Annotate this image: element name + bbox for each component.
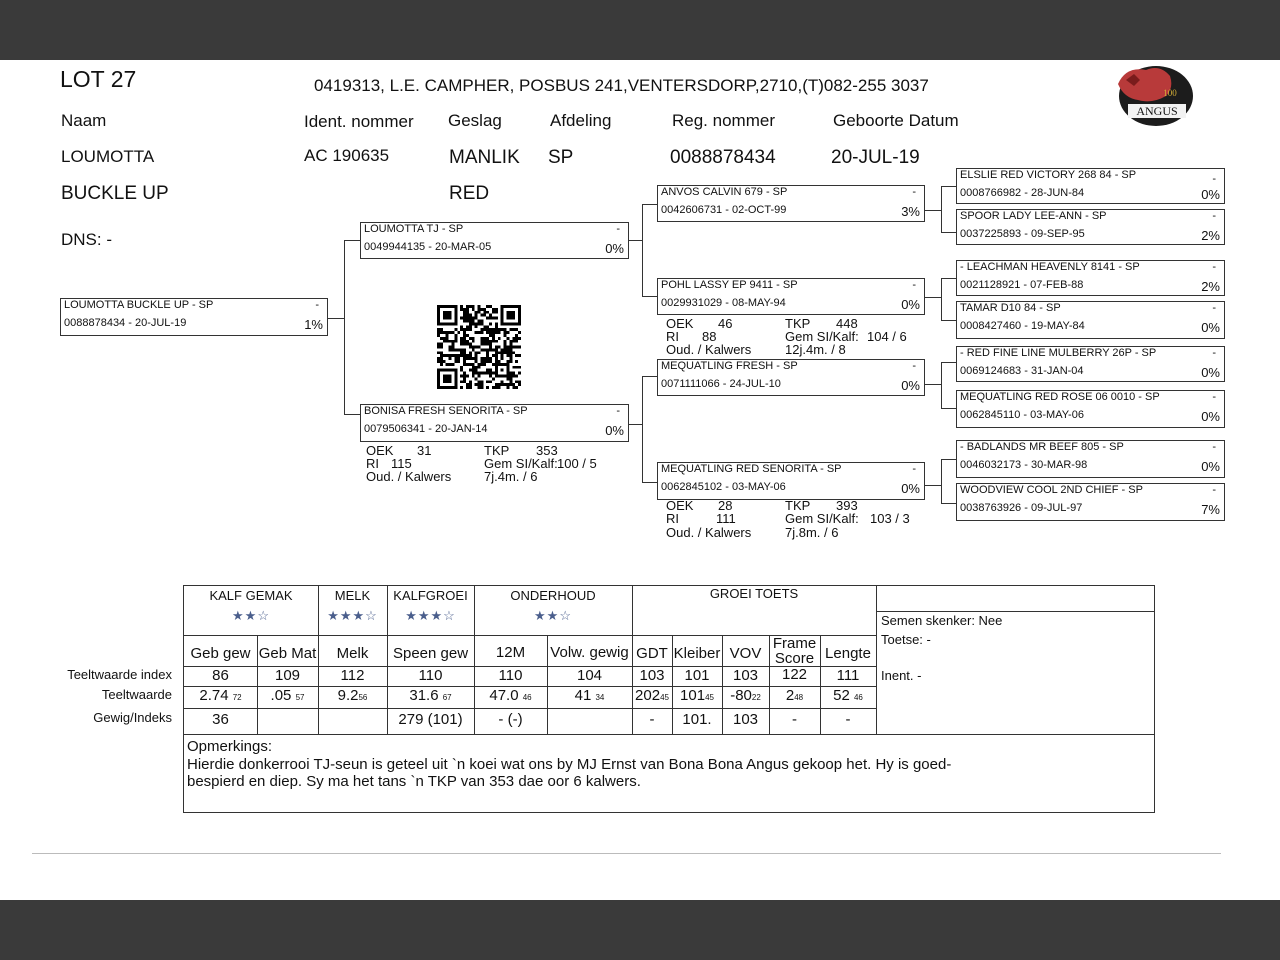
index-cell: 110 bbox=[418, 667, 443, 684]
connector bbox=[941, 278, 956, 279]
dash: - bbox=[1212, 210, 1216, 222]
pedigree-dam-sire bbox=[657, 359, 925, 396]
connector bbox=[328, 318, 344, 319]
animal-name: BONISA FRESH SENORITA - SP bbox=[364, 405, 528, 417]
dash: - bbox=[912, 463, 916, 475]
animal-pct: 3% bbox=[901, 204, 920, 219]
connector bbox=[941, 232, 956, 233]
stat-value: 115 bbox=[391, 456, 412, 471]
tw-cell: 31.6 67 bbox=[409, 687, 452, 704]
dns-value: DNS: - bbox=[61, 230, 112, 249]
connector bbox=[344, 240, 360, 241]
connector bbox=[642, 482, 657, 483]
stat-value: 111 bbox=[716, 511, 736, 526]
stat-label: Gem SI/Kalf: bbox=[484, 456, 558, 471]
label-geboorte: Geboorte Datum bbox=[833, 111, 959, 130]
pedigree-dss bbox=[956, 346, 1225, 382]
kleur-value: RED bbox=[449, 183, 490, 204]
index-cell: 104 bbox=[576, 667, 603, 684]
stat-label: TKP bbox=[484, 443, 510, 458]
pedigree-dds bbox=[956, 440, 1225, 478]
pedigree-sds bbox=[956, 260, 1225, 296]
animal-name: WOODVIEW COOL 2ND CHIEF - SP bbox=[960, 484, 1143, 496]
svg-text:100: 100 bbox=[1163, 88, 1177, 98]
group-groei-toets: GROEI TOETS bbox=[709, 586, 799, 601]
gewig-cell: 103 bbox=[732, 711, 759, 728]
group-kalfgroei: KALFGROEI bbox=[393, 588, 468, 603]
stat-value: 28 bbox=[718, 498, 733, 513]
connector bbox=[344, 414, 360, 415]
animal-name: LOUMOTTA BUCKLE UP - SP bbox=[64, 299, 214, 311]
connector bbox=[642, 376, 657, 377]
connector bbox=[941, 459, 956, 460]
rating-stars: ★★☆ bbox=[534, 608, 572, 623]
stat-label: Oud. / Kalwers bbox=[666, 525, 752, 540]
col-melk: Melk bbox=[336, 645, 369, 662]
pedigree-ddd bbox=[956, 483, 1225, 521]
geslag-value: MANLIK bbox=[449, 147, 520, 168]
naam-line-1: LOUMOTTA bbox=[61, 147, 155, 166]
animal-reg: 0049944135 - 20-MAR-05 bbox=[364, 241, 492, 253]
gewig-cell: - (-) bbox=[498, 711, 523, 728]
animal-name: - RED FINE LINE MULBERRY 26P - SP bbox=[960, 347, 1157, 359]
dash: - bbox=[616, 405, 620, 417]
inent: Inent. - bbox=[881, 668, 922, 683]
tw-cell: 47.0 46 bbox=[489, 687, 532, 704]
stat-value: 7j.8m. / 6 bbox=[785, 525, 839, 540]
stat-label: Oud. / Kalwers bbox=[366, 469, 452, 484]
connector bbox=[941, 362, 956, 363]
dash: - bbox=[1212, 484, 1216, 496]
dash: - bbox=[1212, 302, 1216, 314]
col-vov: VOV bbox=[729, 645, 762, 662]
connector bbox=[941, 320, 956, 321]
group-kalf-gemak: KALF GEMAK bbox=[209, 588, 293, 603]
connector bbox=[642, 204, 643, 296]
animal-reg: 0042606731 - 02-OCT-99 bbox=[661, 204, 787, 216]
col-kleiber: Kleiber bbox=[673, 645, 721, 662]
animal-name: - LEACHMAN HEAVENLY 8141 - SP bbox=[960, 261, 1140, 273]
connector bbox=[941, 503, 956, 504]
performance-table bbox=[183, 585, 1155, 813]
stat-value: 12j.4m. / 8 bbox=[785, 342, 846, 357]
connector bbox=[941, 408, 956, 409]
animal-reg: 0037225893 - 09-SEP-95 bbox=[960, 228, 1085, 240]
ident-value: AC 190635 bbox=[304, 146, 390, 165]
dash: - bbox=[1212, 173, 1216, 185]
pedigree-sdd bbox=[956, 301, 1225, 339]
gewig-cell: - bbox=[792, 711, 797, 728]
dash: - bbox=[1212, 347, 1216, 359]
animal-name: TAMAR D10 84 - SP bbox=[960, 302, 1061, 314]
stat-value: 353 bbox=[536, 443, 558, 458]
stat-label: RI bbox=[666, 329, 679, 344]
col-speen-gew: Speen gew bbox=[392, 645, 469, 662]
toetse: Toetse: - bbox=[881, 632, 931, 647]
connector bbox=[344, 240, 345, 414]
animal-reg: 0029931029 - 08-MAY-94 bbox=[661, 297, 786, 309]
index-cell: 112 bbox=[340, 667, 365, 684]
gewig-cell: 36 bbox=[212, 711, 229, 728]
col-gdt: GDT bbox=[636, 645, 668, 662]
animal-reg: 0062845110 - 03-MAY-06 bbox=[960, 409, 1084, 421]
animal-name: MEQUATLING RED SENORITA - SP bbox=[661, 463, 842, 475]
reg-value: 0088878434 bbox=[670, 147, 776, 168]
pedigree-sire-sire bbox=[657, 185, 925, 222]
pedigree-sss bbox=[956, 168, 1225, 204]
geboorte-value: 20-JUL-19 bbox=[831, 147, 920, 168]
connector bbox=[941, 186, 942, 232]
pedigree-sire bbox=[360, 222, 629, 259]
animal-pct: 0% bbox=[1201, 320, 1220, 335]
connector bbox=[642, 376, 643, 482]
animal-pct: 0% bbox=[605, 423, 624, 438]
tw-cell: -8022 bbox=[730, 687, 761, 704]
index-cell: 103 bbox=[639, 667, 665, 684]
col-volw-gewig: Volw. gewig bbox=[550, 644, 629, 661]
connector bbox=[941, 278, 942, 320]
col-12m: 12M bbox=[495, 644, 526, 661]
footer-divider bbox=[32, 853, 1221, 854]
tw-cell: 10145 bbox=[680, 687, 714, 704]
stat-label: TKP bbox=[785, 498, 811, 513]
tw-cell: 9.256 bbox=[337, 687, 368, 704]
dash: - bbox=[1212, 441, 1216, 453]
label-ident: Ident. nommer bbox=[304, 112, 414, 131]
animal-pct: 0% bbox=[901, 297, 920, 312]
gewig-cell: 279 (101) bbox=[398, 711, 463, 728]
index-cell: 122 bbox=[781, 666, 808, 683]
animal-name: MEQUATLING FRESH - SP bbox=[661, 360, 798, 372]
connector bbox=[925, 297, 941, 298]
animal-reg: 0021128921 - 07-FEB-88 bbox=[960, 279, 1084, 291]
gewig-cell: - bbox=[649, 711, 655, 728]
svg-text:ANGUS: ANGUS bbox=[1136, 104, 1178, 118]
lot-title: LOT 27 bbox=[60, 66, 137, 92]
owner-line: 0419313, L.E. CAMPHER, POSBUS 241,VENTERSDORP,2710,(T)082-255 3037 bbox=[314, 76, 929, 95]
stat-label: OEK bbox=[666, 316, 694, 331]
angus-logo bbox=[1112, 60, 1196, 128]
connector bbox=[925, 210, 941, 211]
animal-name: SPOOR LADY LEE-ANN - SP bbox=[960, 210, 1107, 222]
index-cell: 103 bbox=[732, 667, 759, 684]
stat-label: RI bbox=[666, 511, 679, 526]
col-frame: Frame bbox=[772, 635, 817, 652]
connector bbox=[941, 459, 942, 503]
bottom-bar bbox=[0, 900, 1280, 960]
label-geslag: Geslag bbox=[448, 111, 502, 130]
tw-cell: 41 34 bbox=[574, 687, 605, 704]
col-geb-gew: Geb gew bbox=[190, 645, 251, 662]
animal-pct: 2% bbox=[1201, 279, 1220, 294]
row-label-teeltwaarde: Teeltwaarde bbox=[101, 687, 172, 702]
connector bbox=[925, 384, 941, 385]
animal-reg: 0069124683 - 31-JAN-04 bbox=[960, 365, 1084, 377]
connector bbox=[642, 296, 657, 297]
col-lengte: Lengte bbox=[825, 645, 871, 662]
animal-pct: 7% bbox=[1201, 502, 1220, 517]
naam-line-2: BUCKLE UP bbox=[61, 183, 169, 204]
connector bbox=[629, 424, 642, 425]
animal-pct: 0% bbox=[1201, 459, 1220, 474]
tw-cell: 2.74 72 bbox=[199, 687, 242, 704]
pedigree-sire-dam bbox=[657, 278, 925, 315]
label-naam: Naam bbox=[61, 111, 107, 130]
dash: - bbox=[912, 186, 916, 198]
animal-name: - BADLANDS MR BEEF 805 - SP bbox=[960, 441, 1124, 453]
tw-cell: 52 46 bbox=[833, 687, 863, 704]
top-bar bbox=[0, 0, 1280, 60]
label-reg: Reg. nommer bbox=[672, 111, 775, 130]
animal-name: LOUMOTTA TJ - SP bbox=[364, 223, 464, 235]
animal-reg: 0071111066 - 24-JUL-10 bbox=[661, 378, 781, 390]
dash: - bbox=[912, 279, 916, 291]
stat-value: 46 bbox=[718, 316, 733, 331]
animal-name: ELSLIE RED VICTORY 268 84 - SP bbox=[960, 169, 1137, 181]
animal-reg: 0038763926 - 09-JUL-97 bbox=[960, 502, 1083, 514]
animal-name: ANVOS CALVIN 679 - SP bbox=[661, 186, 788, 198]
animal-pct: 0% bbox=[901, 481, 920, 496]
stat-label: OEK bbox=[366, 443, 394, 458]
animal-reg: 0088878434 - 20-JUL-19 bbox=[64, 317, 187, 329]
stat-label: RI bbox=[366, 456, 379, 471]
row-label-gewig: Gewig/Indeks bbox=[93, 710, 172, 725]
stat-label: Gem SI/Kalf: bbox=[785, 511, 859, 526]
animal-pct: 0% bbox=[1201, 409, 1220, 424]
tw-cell: 20245 bbox=[635, 687, 669, 704]
rating-stars: ★★★☆ bbox=[405, 608, 456, 623]
animal-reg: 0062845102 - 03-MAY-06 bbox=[661, 481, 786, 493]
stat-value: 448 bbox=[836, 316, 858, 331]
remarks-label: Opmerkings: bbox=[187, 738, 273, 755]
dash: - bbox=[1212, 261, 1216, 273]
animal-reg: 0079506341 - 20-JAN-14 bbox=[364, 423, 488, 435]
animal-name: POHL LASSY EP 9411 - SP bbox=[661, 279, 798, 291]
pedigree-dam-dam bbox=[657, 462, 925, 500]
index-cell: 109 bbox=[274, 667, 301, 684]
animal-pct: 0% bbox=[605, 241, 624, 256]
rating-stars: ★★☆ bbox=[232, 608, 270, 623]
semen-donor: Semen skenker: Nee bbox=[881, 613, 1003, 628]
animal-name: MEQUATLING RED ROSE 06 0010 - SP bbox=[960, 391, 1160, 403]
stat-label: TKP bbox=[785, 316, 811, 331]
gewig-cell: 101. bbox=[682, 711, 712, 728]
dash: - bbox=[912, 360, 916, 372]
col-geb-mat: Geb Mat bbox=[258, 645, 317, 662]
dash: - bbox=[616, 223, 620, 235]
group-onderhoud: ONDERHOUD bbox=[510, 588, 596, 603]
rating-stars: ★★★☆ bbox=[327, 608, 378, 623]
row-label-index: Teeltwaarde index bbox=[67, 667, 172, 682]
pedigree-dsd bbox=[956, 390, 1225, 428]
index-cell: 101 bbox=[684, 667, 710, 684]
animal-reg: 0008427460 - 19-MAY-84 bbox=[960, 320, 1085, 332]
pedigree-ssd bbox=[956, 209, 1225, 245]
stat-value: 103 / 3 bbox=[870, 511, 910, 526]
animal-pct: 0% bbox=[901, 378, 920, 393]
animal-pct: 0% bbox=[1201, 365, 1220, 380]
dash: - bbox=[315, 299, 319, 311]
remarks-line: bespierd en diep. Sy ma het tans `n TKP van 353 dae oor 6 kalwers. bbox=[187, 773, 641, 790]
col-score: Score bbox=[774, 650, 815, 667]
group-melk: MELK bbox=[334, 588, 371, 603]
dash: - bbox=[1212, 391, 1216, 403]
animal-reg: 0008766982 - 28-JUN-84 bbox=[960, 187, 1085, 199]
stat-value: 393 bbox=[836, 498, 858, 513]
label-afdeling: Afdeling bbox=[550, 111, 612, 130]
connector bbox=[925, 485, 941, 486]
tw-cell: .05 57 bbox=[270, 687, 305, 704]
index-cell: 110 bbox=[498, 667, 523, 684]
animal-pct: 0% bbox=[1201, 187, 1220, 202]
connector bbox=[642, 204, 657, 205]
stat-label: Gem SI/Kalf: bbox=[785, 329, 859, 344]
animal-pct: 2% bbox=[1201, 228, 1220, 243]
pedigree-subject bbox=[60, 298, 328, 336]
qr-code bbox=[436, 305, 522, 389]
index-cell: 111 bbox=[836, 667, 860, 684]
stat-value: 7j.4m. / 6 bbox=[484, 469, 538, 484]
afdeling-value: SP bbox=[548, 147, 574, 168]
remarks-line: Hierdie donkerrooi TJ-seun is geteel uit `n koei wat ons by MJ Ernst van Bona Bona Angus gekoop het. Hy is goed- bbox=[187, 756, 952, 773]
stat-value: 104 / 6 bbox=[867, 329, 907, 344]
index-cell: 86 bbox=[212, 667, 229, 684]
animal-pct: 1% bbox=[304, 317, 323, 332]
stat-label: OEK bbox=[666, 498, 694, 513]
pedigree-dam bbox=[360, 404, 629, 442]
stat-value: 31 bbox=[417, 443, 432, 458]
connector bbox=[629, 240, 642, 241]
stat-value: 88 bbox=[702, 329, 717, 344]
stat-label: Oud. / Kalwers bbox=[666, 342, 752, 357]
connector bbox=[941, 186, 956, 187]
animal-reg: 0046032173 - 30-MAR-98 bbox=[960, 459, 1088, 471]
connector bbox=[941, 362, 942, 408]
gewig-cell: - bbox=[845, 711, 851, 728]
tw-cell: 248 bbox=[785, 687, 804, 704]
stat-value: 100 / 5 bbox=[557, 456, 597, 471]
